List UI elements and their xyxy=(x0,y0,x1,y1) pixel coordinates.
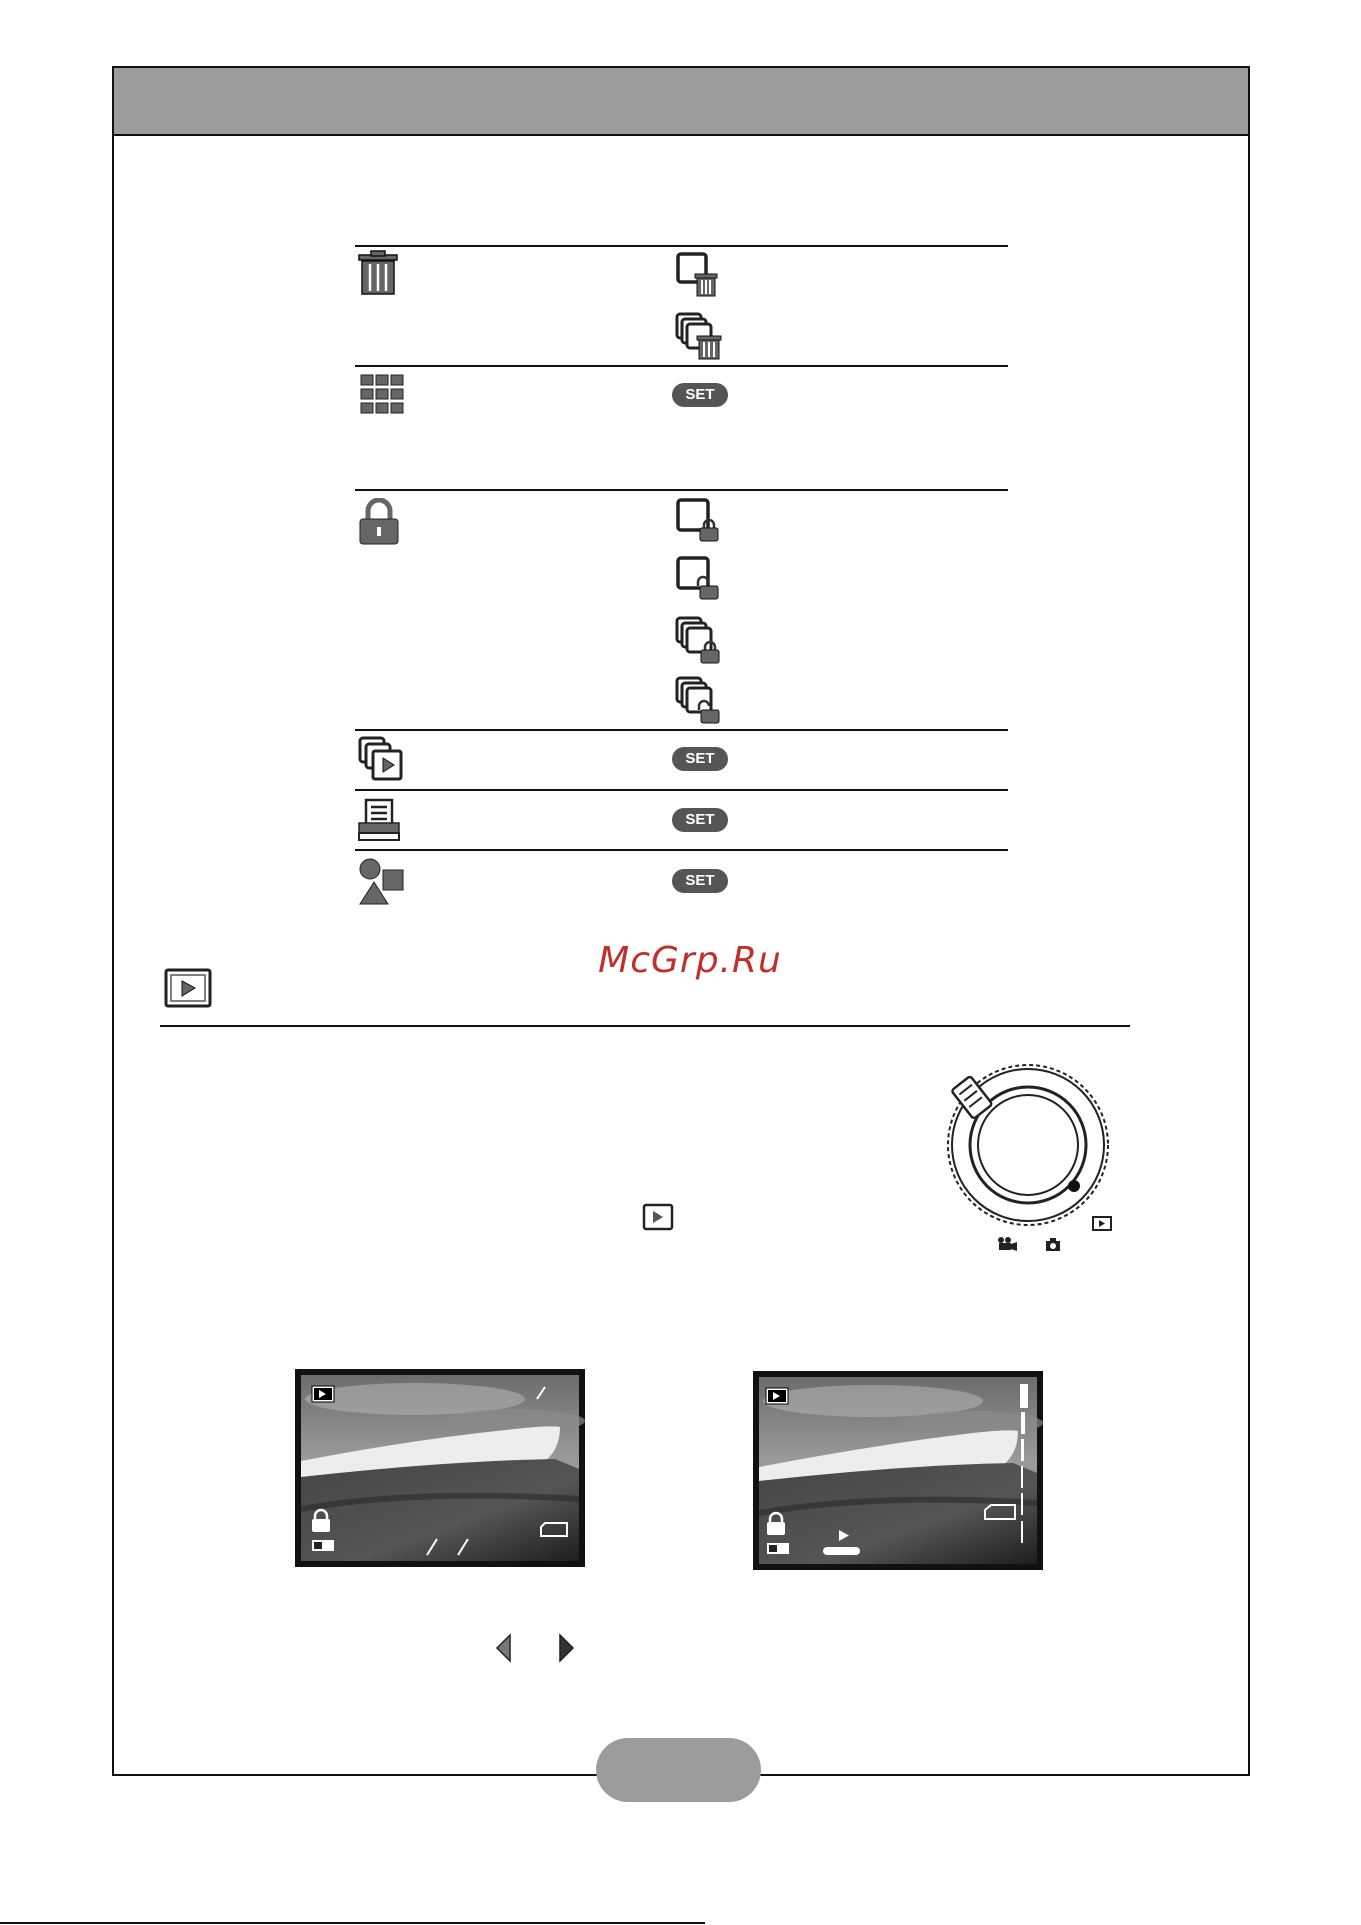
table-rule xyxy=(355,245,1008,247)
thumbnail-grid-icon xyxy=(360,374,406,414)
lcd-screen-single xyxy=(295,1369,585,1567)
set-button: SET xyxy=(672,383,728,407)
delete-all-icon xyxy=(675,312,725,362)
playback-icon xyxy=(642,1203,674,1231)
shapes-icon xyxy=(357,858,407,906)
table-rule xyxy=(355,729,1008,731)
set-button: SET xyxy=(672,869,728,893)
delete-single-icon xyxy=(675,252,723,298)
landscape-photo xyxy=(753,1371,1043,1570)
trash-icon xyxy=(357,250,401,296)
lcd-screen-movie xyxy=(753,1371,1043,1570)
set-button: SET xyxy=(672,747,728,771)
unprotect-all-icon xyxy=(675,676,727,726)
lock-icon xyxy=(358,498,400,546)
mode-dial-illustration xyxy=(935,1055,1135,1255)
table-rule xyxy=(355,789,1008,791)
table-rule xyxy=(355,849,1008,851)
unprotect-single-icon xyxy=(675,556,725,602)
set-button: SET xyxy=(672,808,728,832)
header-band xyxy=(112,66,1250,136)
protect-single-icon xyxy=(675,498,725,544)
landscape-photo xyxy=(295,1369,585,1567)
playback-icon xyxy=(164,968,214,1008)
left-arrow-icon xyxy=(494,1633,514,1663)
table-rule xyxy=(355,365,1008,367)
bottom-rule xyxy=(0,1922,705,1924)
page-number-tab xyxy=(596,1738,761,1802)
watermark: McGrp.Ru xyxy=(598,940,782,981)
printer-icon xyxy=(357,798,403,842)
section-rule xyxy=(160,1025,1130,1027)
slideshow-icon xyxy=(358,736,408,782)
table-rule xyxy=(355,489,1008,491)
right-arrow-icon xyxy=(556,1633,576,1663)
protect-all-icon xyxy=(675,616,727,666)
